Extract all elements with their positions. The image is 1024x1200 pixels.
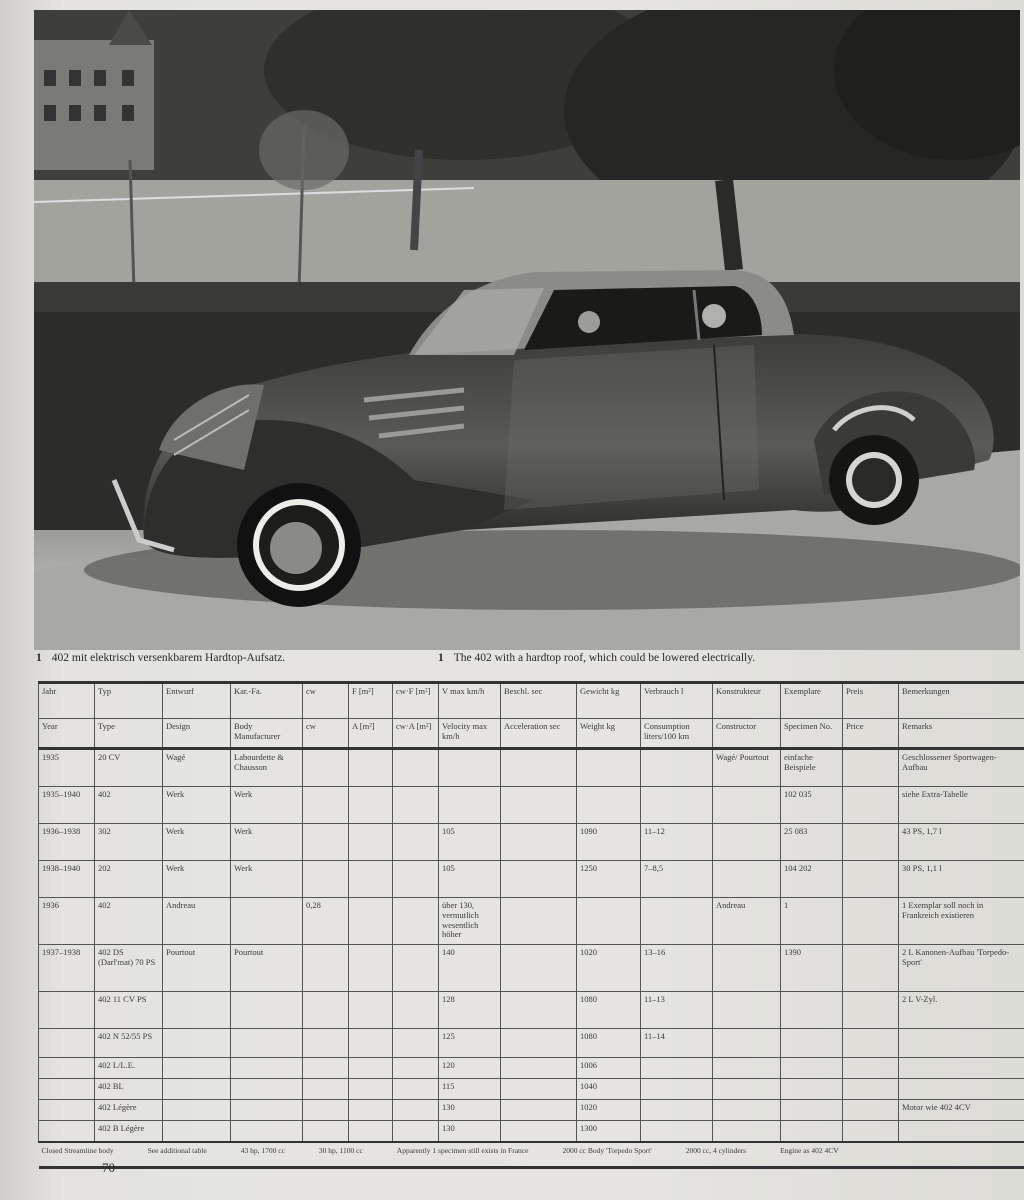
table-cell: Weight kg	[577, 719, 641, 749]
table-cell: 1390	[781, 945, 843, 992]
table-cell: Entwurf	[163, 683, 231, 719]
table-cell: Bemerkungen	[899, 683, 1024, 719]
caption-number: 1	[36, 652, 42, 664]
table-cell: Pourtout	[163, 945, 231, 992]
table-cell	[577, 749, 641, 787]
table-cell: 1936	[39, 898, 95, 945]
caption-number: 1	[438, 652, 444, 664]
table-row	[39, 898, 1024, 945]
table-cell	[349, 1058, 393, 1079]
table-row	[39, 945, 1024, 992]
table-cell: 25 083	[781, 824, 843, 861]
table-cell: 30 PS, 1,1 l	[899, 861, 1024, 898]
table-cell	[39, 1029, 95, 1058]
table-cell: cw	[303, 719, 349, 749]
table-cell: Exemplare	[781, 683, 843, 719]
table-cell: 402 L/L.E.	[95, 1058, 163, 1079]
table-cell	[349, 992, 393, 1029]
table-cell	[781, 1058, 843, 1079]
table-cell	[501, 992, 577, 1029]
table-cell: 11–13	[641, 992, 713, 1029]
table-cell	[231, 1029, 303, 1058]
table-cell: Design	[163, 719, 231, 749]
table-cell	[163, 1079, 231, 1100]
table-cell: 20 CV	[95, 749, 163, 787]
footnote: 2000 cc, 4 cylinders	[685, 1146, 747, 1155]
table-cell	[393, 1121, 439, 1143]
table-cell	[303, 749, 349, 787]
table-cell: Motor wie 402 4CV	[899, 1100, 1024, 1121]
table-cell	[303, 992, 349, 1029]
table-cell	[843, 1029, 899, 1058]
table-cell: 402 11 CV PS	[95, 992, 163, 1029]
table-cell	[163, 1121, 231, 1143]
table-cell	[501, 1121, 577, 1143]
table-cell	[501, 1100, 577, 1121]
table-cell: Werk	[231, 861, 303, 898]
table-cell: 11–14	[641, 1029, 713, 1058]
table-cell: Werk	[231, 787, 303, 824]
table-cell: Gewicht kg	[577, 683, 641, 719]
table-cell: 1938–1940	[39, 861, 95, 898]
table-cell	[393, 1058, 439, 1079]
table-cell	[163, 1100, 231, 1121]
table-cell	[899, 1058, 1024, 1079]
table-cell	[641, 898, 713, 945]
table-cell: Jahr	[39, 683, 95, 719]
table-cell	[641, 1121, 713, 1143]
table-cell: Geschlossener Sportwagen-Aufbau	[899, 749, 1024, 787]
table-cell: 102 035	[781, 787, 843, 824]
table-cell: Wagé	[163, 749, 231, 787]
table-cell: Werk	[231, 824, 303, 861]
table-cell	[713, 1058, 781, 1079]
table-cell	[349, 1121, 393, 1143]
table-cell: 1020	[577, 1100, 641, 1121]
table-cell: 1080	[577, 992, 641, 1029]
table-cell	[713, 1100, 781, 1121]
table-cell	[349, 749, 393, 787]
footnote: Apparently 1 specimen still exists in France	[396, 1146, 529, 1155]
table-cell	[781, 1079, 843, 1100]
table-cell	[231, 1079, 303, 1100]
table-cell	[303, 945, 349, 992]
table-cell	[501, 1029, 577, 1058]
table-cell	[843, 992, 899, 1029]
table-cell: Verbrauch l	[641, 683, 713, 719]
table-cell	[713, 945, 781, 992]
table-cell	[641, 1100, 713, 1121]
table-cell	[843, 861, 899, 898]
table-cell: Labourdette & Chausson	[231, 749, 303, 787]
table-row	[39, 1029, 1024, 1058]
table-cell	[349, 898, 393, 945]
table-row	[39, 1079, 1024, 1100]
car-photo	[34, 10, 1020, 650]
table-cell: 402 DS (Darl'mat) 70 PS	[95, 945, 163, 992]
table-cell	[781, 1100, 843, 1121]
table-cell: 130	[439, 1100, 501, 1121]
caption-text: The 402 with a hardtop roof, which could be lowered electrically.	[453, 652, 756, 664]
table-cell	[781, 992, 843, 1029]
table-cell	[843, 1079, 899, 1100]
table-cell: 120	[439, 1058, 501, 1079]
table-cell: Typ	[95, 683, 163, 719]
table-cell	[393, 1079, 439, 1100]
table-cell	[393, 945, 439, 992]
table-cell: einfache Beispiele	[781, 749, 843, 787]
table-row	[39, 1121, 1024, 1143]
table-cell	[501, 787, 577, 824]
table-cell	[843, 1121, 899, 1143]
table-cell	[501, 861, 577, 898]
table-cell: Werk	[163, 861, 231, 898]
table-cell: 105	[439, 861, 501, 898]
table-cell: 43 PS, 1,7 l	[899, 824, 1024, 861]
table-row	[39, 1058, 1024, 1079]
table-cell	[163, 992, 231, 1029]
table-cell: Andreau	[163, 898, 231, 945]
table-cell	[393, 861, 439, 898]
table-cell	[39, 1079, 95, 1100]
table-cell: 7–8,5	[641, 861, 713, 898]
table-cell: 13–16	[641, 945, 713, 992]
table-cell	[393, 1100, 439, 1121]
table-cell	[713, 1029, 781, 1058]
table-cell: 1 Exemplar soll noch in Frankreich existieren	[899, 898, 1024, 945]
table-cell: 104 202	[781, 861, 843, 898]
table-row	[39, 824, 1024, 861]
table-cell	[39, 1100, 95, 1121]
table-cell	[641, 749, 713, 787]
table-row	[39, 992, 1024, 1029]
table-cell: Kar.-Fa.	[231, 683, 303, 719]
table-cell: Body Manufacturer	[231, 719, 303, 749]
table-cell	[899, 1029, 1024, 1058]
table-cell: Werk	[163, 787, 231, 824]
table-cell: 1936–1938	[39, 824, 95, 861]
table-cell: 402 BL	[95, 1079, 163, 1100]
table-cell: F [m²]	[349, 683, 393, 719]
table-cell	[303, 861, 349, 898]
page-number: 70	[102, 1160, 115, 1175]
table-cell: Beschl. sec	[501, 683, 577, 719]
table-cell: cw	[303, 683, 349, 719]
caption-english	[438, 652, 755, 664]
table-cell: 402 N 52/55 PS	[95, 1029, 163, 1058]
table-cell	[843, 898, 899, 945]
table-cell	[349, 1079, 393, 1100]
table-cell: Price	[843, 719, 899, 749]
table-cell	[393, 749, 439, 787]
table-cell	[843, 1058, 899, 1079]
table-cell	[501, 824, 577, 861]
table-cell: 2 L Kanonen-Aufbau 'Torpedo-Sport'	[899, 945, 1024, 992]
table-row	[39, 749, 1024, 787]
table-cell: 1006	[577, 1058, 641, 1079]
footnote: Closed Streamline body	[41, 1146, 114, 1155]
table-cell: Andreau	[713, 898, 781, 945]
footnote: 43 hp, 1700 cc	[240, 1146, 285, 1155]
table-cell	[899, 1121, 1024, 1143]
table-cell: 130	[439, 1121, 501, 1143]
table-footnotes	[39, 1142, 1024, 1168]
table-cell	[501, 749, 577, 787]
table-cell	[393, 898, 439, 945]
table-cell	[349, 1100, 393, 1121]
table-row	[39, 787, 1024, 824]
table-cell: 1937–1938	[39, 945, 95, 992]
table-header-german	[39, 683, 1024, 719]
table-cell: 402	[95, 898, 163, 945]
photo-captions	[34, 650, 1020, 674]
table-cell	[349, 945, 393, 992]
table-cell	[577, 898, 641, 945]
table-cell: 302	[95, 824, 163, 861]
table-cell: siehe Extra-Tabelle	[899, 787, 1024, 824]
table-cell	[713, 787, 781, 824]
table-cell	[781, 1121, 843, 1143]
table-cell	[843, 945, 899, 992]
table-cell: 1080	[577, 1029, 641, 1058]
table-cell	[501, 945, 577, 992]
table-cell: 402 Légère	[95, 1100, 163, 1121]
table-cell: Wagé/ Pourtout	[713, 749, 781, 787]
table-cell	[303, 1121, 349, 1143]
table-cell	[303, 787, 349, 824]
table-cell: 125	[439, 1029, 501, 1058]
table-cell: Type	[95, 719, 163, 749]
table-cell	[231, 898, 303, 945]
table-cell	[577, 787, 641, 824]
table-cell: 11–12	[641, 824, 713, 861]
table-cell	[231, 1058, 303, 1079]
table-cell	[231, 1100, 303, 1121]
table-cell: cw·F [m²]	[393, 683, 439, 719]
table-cell	[349, 787, 393, 824]
table-cell	[439, 787, 501, 824]
table-cell: Velocity max km/h	[439, 719, 501, 749]
table-cell	[393, 787, 439, 824]
table-cell	[843, 824, 899, 861]
table-cell	[843, 1100, 899, 1121]
footnotes-cell	[39, 1142, 1024, 1168]
table-cell	[713, 861, 781, 898]
table-cell	[713, 1121, 781, 1143]
table-cell: 2 L V-Zyl.	[899, 992, 1024, 1029]
table-header-english	[39, 719, 1024, 749]
table-cell: 1020	[577, 945, 641, 992]
table-cell: V max km/h	[439, 683, 501, 719]
caption-text: 402 mit elektrisch versenkbarem Hardtop-Aufsatz.	[51, 652, 286, 664]
table-cell: Konstrukteur	[713, 683, 781, 719]
table-cell	[39, 1121, 95, 1143]
table-cell: 105	[439, 824, 501, 861]
table-cell: Acceleration sec	[501, 719, 577, 749]
specification-table	[38, 681, 1024, 1169]
table-cell	[713, 992, 781, 1029]
table-cell	[303, 1100, 349, 1121]
table-cell: 402	[95, 787, 163, 824]
table-cell	[303, 1029, 349, 1058]
table-cell	[641, 787, 713, 824]
caption-german	[36, 652, 285, 664]
table-cell	[501, 1079, 577, 1100]
table-cell	[781, 1029, 843, 1058]
table-cell	[231, 992, 303, 1029]
table-cell: Remarks	[899, 719, 1024, 749]
table-cell: 0,28	[303, 898, 349, 945]
table-cell: 1250	[577, 861, 641, 898]
table-cell: cw·A [m²]	[393, 719, 439, 749]
table-cell: Consumption liters/100 km	[641, 719, 713, 749]
table-cell	[303, 1058, 349, 1079]
footnote: See additional table	[147, 1146, 207, 1155]
table-cell	[843, 787, 899, 824]
table-cell	[501, 898, 577, 945]
table-cell	[303, 824, 349, 861]
footnote: 2000 cc Body 'Torpedo Sport'	[562, 1146, 652, 1155]
table-cell	[39, 992, 95, 1029]
table-cell: 140	[439, 945, 501, 992]
peugeot-402-hardtop-image	[34, 10, 1020, 650]
footnote: 30 hp, 1100 cc	[318, 1146, 363, 1155]
table-cell: Constructor	[713, 719, 781, 749]
table-cell: 1040	[577, 1079, 641, 1100]
table-cell	[393, 992, 439, 1029]
table-cell	[163, 1058, 231, 1079]
footnote: Engine as 402 4CV	[780, 1146, 839, 1155]
table-cell: Werk	[163, 824, 231, 861]
table-row	[39, 861, 1024, 898]
table-cell: über 130, vermutlich wesentlich höher	[439, 898, 501, 945]
table-cell: Preis	[843, 683, 899, 719]
table-cell: 1090	[577, 824, 641, 861]
table-cell	[393, 824, 439, 861]
table-cell: 1935	[39, 749, 95, 787]
table-cell: Pourtout	[231, 945, 303, 992]
table-cell: Year	[39, 719, 95, 749]
table-cell	[349, 861, 393, 898]
table-cell: 1935–1940	[39, 787, 95, 824]
table-cell: 128	[439, 992, 501, 1029]
table-cell: 202	[95, 861, 163, 898]
table-cell	[843, 749, 899, 787]
table-cell	[713, 824, 781, 861]
table-cell	[349, 1029, 393, 1058]
table-cell	[39, 1058, 95, 1079]
table-cell: 402 B Légère	[95, 1121, 163, 1143]
table-cell	[163, 1029, 231, 1058]
table-row	[39, 1100, 1024, 1121]
table-cell	[501, 1058, 577, 1079]
table-cell: 1	[781, 898, 843, 945]
table-cell	[641, 1058, 713, 1079]
table-cell	[393, 1029, 439, 1058]
table-cell	[303, 1079, 349, 1100]
table-cell: 115	[439, 1079, 501, 1100]
table-cell: A [m²]	[349, 719, 393, 749]
table-cell	[231, 1121, 303, 1143]
table-cell: Specimen No.	[781, 719, 843, 749]
table-cell	[439, 749, 501, 787]
table-cell	[349, 824, 393, 861]
table-cell	[713, 1079, 781, 1100]
table-cell	[899, 1079, 1024, 1100]
table-cell: 1300	[577, 1121, 641, 1143]
table-cell	[641, 1079, 713, 1100]
